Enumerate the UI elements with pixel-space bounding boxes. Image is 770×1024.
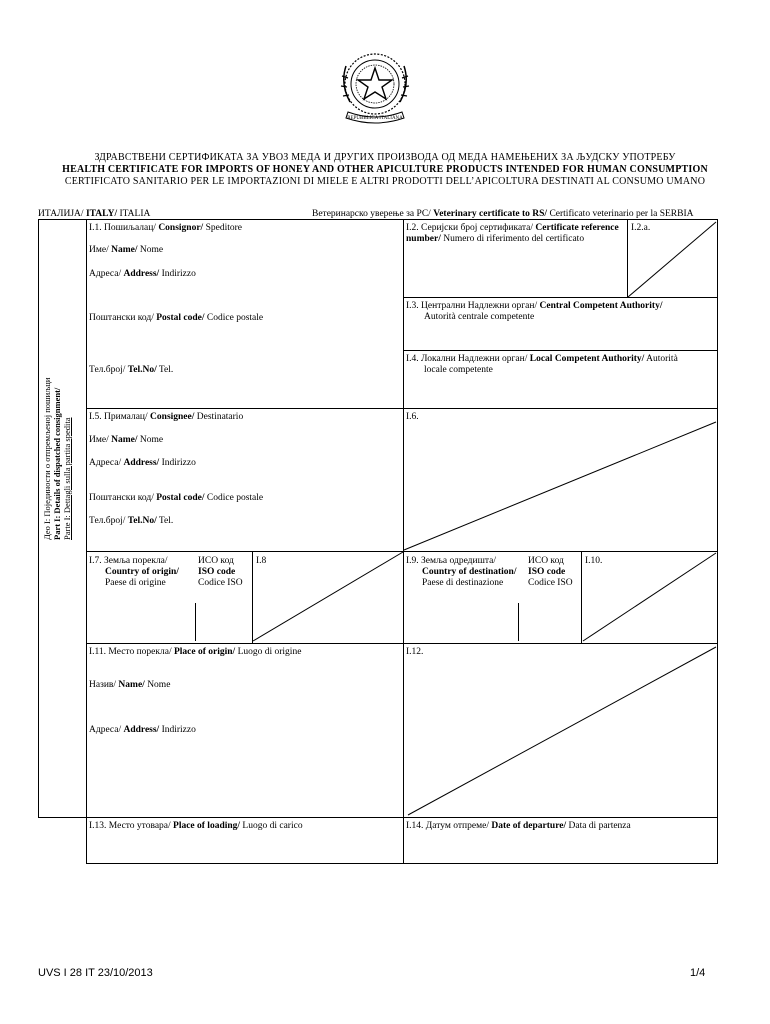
field-i4-italian: locale competente bbox=[424, 365, 493, 375]
field-i7-iso-code: ИСО код bbox=[198, 556, 234, 566]
field-i14-date-of-departure: I.14. Датум отпреме/ Date of departure/ Data di partenza bbox=[406, 821, 631, 831]
consignee-name-label: Име/ Name/ Nome bbox=[89, 435, 164, 445]
consignor-name-label: Име/ Name/ Nome bbox=[89, 245, 164, 255]
field-i1-consignor: I.1. Пошиљалац/ Consignor/ Speditore bbox=[89, 223, 242, 233]
consignee-address-label: Адреса/ Address/ Indirizzo bbox=[89, 458, 196, 468]
place-of-origin-name-label: Назив/ Name/ Nome bbox=[89, 680, 171, 690]
field-i6: I.6. bbox=[406, 412, 419, 422]
field-i2-certificate-reference: I.2. Серијски број сертификата/ Certificate reference bbox=[406, 223, 619, 233]
place-of-origin-address-label: Адреса/ Address/ Indirizzo bbox=[89, 725, 196, 735]
footer-page-number: 1/4 bbox=[690, 967, 706, 979]
field-i3-central-authority: I.3. Централни Надлежни орган/ Central Competent Authority/ bbox=[406, 301, 663, 311]
field-i8: I.8 bbox=[256, 556, 267, 566]
field-i7-english: Country of origin/ bbox=[105, 567, 179, 577]
field-i13-place-of-loading: I.13. Место утовара/ Place of loading/ Luogo di carico bbox=[89, 821, 303, 831]
field-i4-local-authority: I.4. Локални Надлежни орган/ Local Competent Authority/ Autorità bbox=[406, 354, 678, 364]
field-i2a: I.2.a. bbox=[631, 223, 651, 233]
field-i9-english: Country of destination/ bbox=[422, 567, 517, 577]
country-of-dispatch: ИТАЛИЈА/ ITALY/ ITALIA bbox=[38, 209, 151, 219]
title-serbian: ЗДРАВСТВЕНИ СЕРТИФИКАТА ЗА УВОЗ МЕДА И ДРУГИХ ПРОИЗВОДА ОД МЕДА НАМЕЊЕНИХ ЗА ЉУДСКУ УПОТРЕБУ bbox=[94, 152, 676, 163]
field-i9-iso-english: ISO code bbox=[528, 567, 566, 577]
field-i3-italian: Autorità centrale competente bbox=[424, 312, 535, 322]
field-i7-iso-english: ISO code bbox=[198, 567, 236, 577]
consignee-tel-label: Тел.број/ Tel.No/ Tel. bbox=[89, 516, 174, 526]
field-i9-iso-code: ИСО код bbox=[528, 556, 564, 566]
svg-text:REPUBBLICA ITALIANA: REPUBBLICA ITALIANA bbox=[347, 116, 403, 121]
title-italian: CERTIFICATO SANITARIO PER LE IMPORTAZIONI DI MIELE E ALTRI PRODOTTI DELL’APICOLTURA DESTINATI AL CONSUMO UMANO bbox=[64, 176, 706, 187]
field-i7-iso-italian: Codice ISO bbox=[198, 578, 243, 588]
field-i12: I.12. bbox=[406, 647, 424, 657]
field-i11-place-of-origin: I.11. Место порекла/ Place of origin/ Luogo di origine bbox=[89, 647, 302, 657]
field-i10: I.10. bbox=[585, 556, 603, 566]
field-i9-italian: Paese di destinazione bbox=[422, 578, 504, 588]
field-i7-country-of-origin: I.7. Земља порекла/ bbox=[89, 556, 168, 566]
consignor-tel-label: Тел.број/ Tel.No/ Tel. bbox=[89, 365, 174, 375]
field-i9-country-of-destination: I.9. Земља одредишта/ bbox=[406, 556, 497, 566]
title-english: HEALTH CERTIFICATE FOR IMPORTS OF HONEY AND OTHER APICULTURE PRODUCTS INTENDED FOR HUMAN CONSUMPTION bbox=[62, 164, 708, 175]
veterinary-certificate-label: Ветеринарско уверење за РС/ Veterinary certificate to RS/ Certificato veterinario per la SERBIA bbox=[312, 209, 694, 219]
consignor-postal-label: Поштански код/ Postal code/ Codice postale bbox=[89, 313, 264, 323]
field-i7-italian: Paese di origine bbox=[105, 578, 166, 588]
part1-side-label: Део I: Појединости о отпремљеној пошиљци Part I: Details of dispatched consignment/ Parte I: Dettagli sulla partita spedita bbox=[42, 377, 72, 540]
field-i2-line2: number/ Numero di riferimento del certificato bbox=[406, 234, 585, 244]
footer-document-code: UVS I 28 IT 23/10/2013 bbox=[38, 967, 153, 979]
consignor-address-label: Адреса/ Address/ Indirizzo bbox=[89, 269, 196, 279]
field-i9-iso-italian: Codice ISO bbox=[528, 578, 573, 588]
consignee-postal-label: Поштански код/ Postal code/ Codice postale bbox=[89, 493, 264, 503]
field-i5-consignee: I.5. Прималац/ Consignee/ Destinatario bbox=[89, 412, 244, 422]
